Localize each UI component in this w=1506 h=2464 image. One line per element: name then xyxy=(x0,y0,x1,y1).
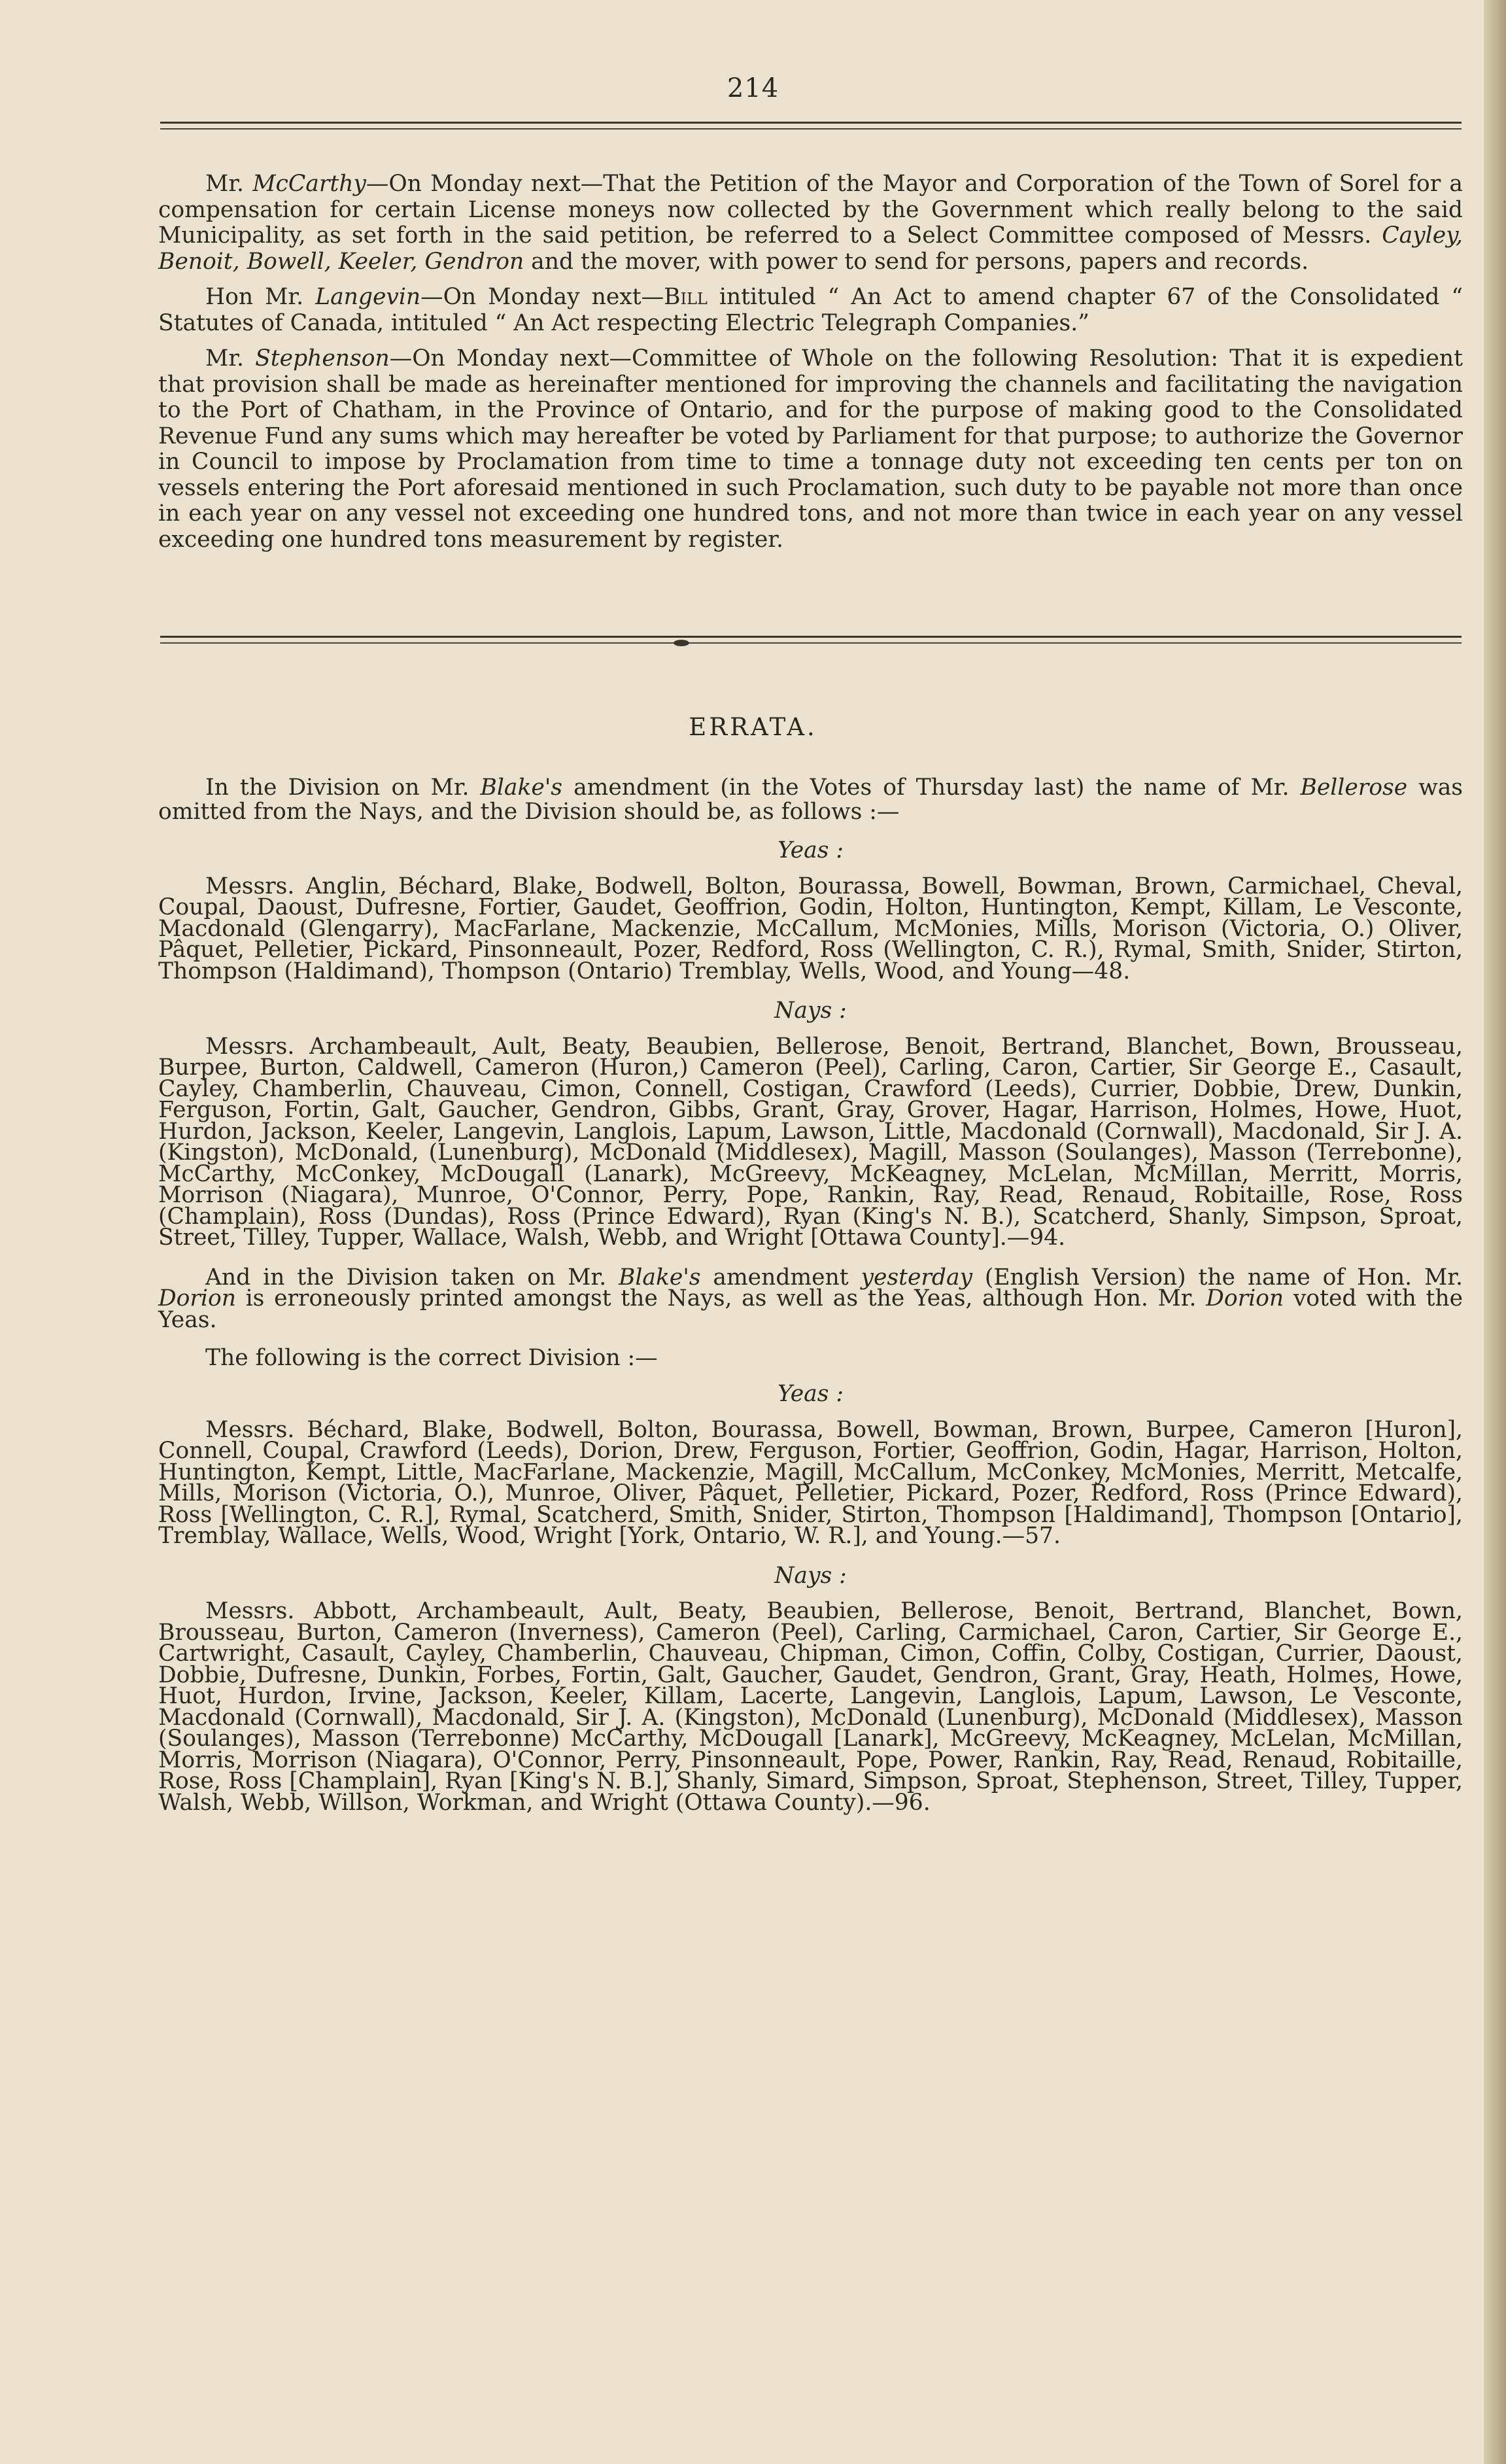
errata-text: amendment xyxy=(700,1264,861,1291)
notice-mover-title: Mr. xyxy=(205,171,244,197)
errata-text: amendment (in the Votes of Thursday last) the name of Mr. xyxy=(562,774,1301,801)
errata-member-name: Dorion xyxy=(158,1285,236,1311)
notice-mover-name: Langevin xyxy=(315,284,421,310)
first-nays-list: Messrs. Archambeault, Ault, Beaty, Beaubien, Bellerose, Benoit, Bertrand, Blanchet, Bown, Brousseau, Burpee, Burton, Caldwell, Cameron (Huron,) Cameron (Peel), Carling, Caron, Cartier, Sir George E., Casault, Cayley, Chamberlin, Chauveau, Cimon, Connell, Costigan, Crawford (Leeds), Currier, Dobbie, Drew, Dunkin, Ferguson, Fortin, Galt, Gaucher, Gendron, Gibbs, Grant, Gray, Grover, Hagar, Harrison, Holmes, Howe, Huot, Hurdon, Jackson, Keeler, Langevin, Langlois, Lapum, Lawson, Little, Macdonald (Cornwall), Macdonald, Sir J. A. (Kingston), McDonald, (Lunenburg), McDonald (Middlesex), Magill, Masson (Soulanges), Masson (Terrebonne), McCarthy, McConkey, McDougall (Lanark), McGreevy, McKeagney, McLelan, McMillan, Merritt, Morris, Morrison (Niagara), Munroe, O'Connor, Perry, Pope, Rankin, Ray, Read, Renaud, Robitaille, Rose, Ross (Champlain), Ross (Dundas), Ross (Prince Edward), Ryan (King's N. B.), Scatcherd, Shanly, Simpson, Sproat, Street, Tilley, Tupper, Wallace, Walsh, Webb, and Wright [Ottawa County].—94. xyxy=(158,1033,1463,1251)
rule-ornament xyxy=(674,640,689,646)
notice-mover-title: Hon Mr. xyxy=(205,284,304,310)
errata-intro xyxy=(158,776,1463,824)
second-yeas-label: Yeas : xyxy=(777,1381,844,1407)
second-nays-list: Messrs. Abbott, Archambeault, Ault, Beaty, Beaubien, Bellerose, Benoit, Bertrand, Blanchet, Bown, Brousseau, Burton, Cameron (Inverness), Cameron (Peel), Carling, Carmichael, Caron, Cartier, Sir George E., Cartwright, Casault, Cayley, Chamberlin, Chauveau, Chipman, Cimon, Coffin, Colby, Costigan, Currier, Daoust, Dobbie, Dufresne, Dunkin, Forbes, Fortin, Galt, Gaucher, Gaudet, Gendron, Grant, Gray, Heath, Holmes, Howe, Huot, Hurdon, Irvine, Jackson, Keeler, Killam, Lacerte, Langevin, Langlois, Lapum, Lawson, Le Vesconte, Macdonald (Cornwall), Macdonald, Sir J. A. (Kingston), McDonald (Lunenburg), McDonald (Middlesex), Masson (Soulanges), Masson (Terrebonne) McCarthy, McDougall [Lanark], McGreevy, McKeagney, McLelan, McMillan, Morris, Morrison (Niagara), O'Connor, Perry, Pinsonneault, Pope, Power, Rankin, Ray, Read, Renaud, Robitaille, Rose, Ross [Champlain], Ryan [King's N. B.], Shanly, Simard, Simpson, Sproat, Stephenson, Street, Tilley, Tupper, Walsh, Webb, Willson, Workman, and Wright (Ottawa County).—96. xyxy=(158,1598,1463,1816)
errata-body xyxy=(158,776,1463,1831)
errata-member-name: Dorion xyxy=(1206,1285,1284,1311)
notice-text: intituled “ An Act to amend chapter 67 of the Consolidated “ Statutes of Canada, intituled “ An Act respecting Electric Telegraph Companies.” xyxy=(158,284,1463,336)
errata-text: voted with the Yeas. xyxy=(158,1285,1463,1333)
first-yeas-list: Messrs. Anglin, Béchard, Blake, Bodwell, Bolton, Bourassa, Bowell, Bowman, Brown, Carmichael, Cheval, Coupal, Daoust, Dufresne, Fortier, Gaudet, Geoffrion, Godin, Holton, Huntington, Kempt, Killam, Le Vesconte, Macdonald (Glengarry), MacFarlane, Mackenzie, McCallum, McMonies, Mills, Morison (Victoria, O.) Oliver, Pâquet, Pelletier, Pickard, Pinsonneault, Pozer, Redford, Ross (Wellington, C. R.), Rymal, Smith, Snider, Stirton, Thompson (Haldimand), Thompson (Ontario) Tremblay, Wells, Wood, and Young—48. xyxy=(158,873,1463,984)
errata-day: yesterday xyxy=(861,1264,973,1291)
notice-mover-title: Mr. xyxy=(205,345,244,372)
errata-text: (English Version) the name of Hon. Mr. xyxy=(972,1264,1463,1291)
errata-member-name: Blake's xyxy=(619,1264,701,1291)
first-nays-label: Nays : xyxy=(774,998,847,1024)
notice-langevin xyxy=(158,285,1463,336)
notice-text: —On Monday next— xyxy=(420,284,664,310)
notice-mover-name: McCarthy xyxy=(252,171,366,197)
first-yeas-label: Yeas : xyxy=(777,837,844,863)
page-binding-edge xyxy=(1484,0,1506,2464)
notice-text: —On Monday next—Committee of Whole on the following Resolution: That it is expedient that provision shall be made as hereinafter mentioned for improving the channels and facilitating the navigation to the Port of Chatham, in the Province of Ontario, and for the purpose of making good to the Consolidated Revenue Fund any sums which may hereafter be voted by Parliament for that purpose; to authorize the Governor in Council to impose by Proclamation from time to time a tonnage duty not exceeding ten cents per ton on vessels entering the Port aforesaid mentioned in such Proclamation, such duty to be payable not more than once in each year on any vessel not exceeding one hundred tons, and not more than twice in each year on any vessel exceeding one hundred tons measurement by register. xyxy=(158,345,1463,553)
top-rule xyxy=(160,122,1462,124)
notice-committee-members: Cayley, Benoit, Bowell, Keeler, Gendron xyxy=(158,222,1463,275)
errata-heading: ERRATA. xyxy=(689,713,817,741)
section-rule-secondary xyxy=(160,642,1462,644)
second-division-note xyxy=(158,1264,1463,1333)
notice-bill-label: Bill xyxy=(664,284,708,310)
notice-stephenson xyxy=(158,346,1463,553)
errata-text: was omitted from the Nays, and the Division should be, as follows :— xyxy=(158,774,1463,825)
page-number: 214 xyxy=(727,73,779,103)
errata-text: is erroneously printed amongst the Nays, as well as the Yeas, although Hon. Mr. xyxy=(235,1285,1207,1311)
correct-division-lead: The following is the correct Division :— xyxy=(205,1345,658,1371)
second-nays-label: Nays : xyxy=(774,1562,847,1589)
notice-text: and the mover, with power to send for persons, papers and records. xyxy=(524,248,1309,275)
notice-text: —On Monday next—That the Petition of the Mayor and Corporation of the Town of Sorel for a compensation for certain License moneys now collected by the Government which really belong to the said Municipality, as set forth in the said petition, be referred to a Select Committee composed of Messrs. xyxy=(158,171,1463,249)
errata-text: In the Division on Mr. xyxy=(205,774,481,801)
top-rule-secondary xyxy=(160,128,1462,130)
notice-mccarthy xyxy=(158,171,1463,275)
errata-member-name: Blake's xyxy=(480,774,563,801)
errata-text: And in the Division taken on Mr. xyxy=(205,1264,619,1291)
notices-of-motion xyxy=(158,171,1463,563)
errata-member-name: Bellerose xyxy=(1300,774,1408,801)
second-yeas-list: Messrs. Béchard, Blake, Bodwell, Bolton, Bourassa, Bowell, Bowman, Brown, Burpee, Cameron [Huron], Connell, Coupal, Crawford (Leeds), Dorion, Drew, Ferguson, Fortier, Geoffrion, Godin, Hagar, Harrison, Holton, Huntington, Kempt, Little, MacFarlane, Mackenzie, Magill, McCallum, McConkey, McMonies, Merritt, Metcalfe, Mills, Morison (Victoria, O.), Munroe, Oliver, Pâquet, Pelletier, Pickard, Pozer, Redford, Ross (Prince Edward), Ross [Wellington, C. R.], Rymal, Scatcherd, Smith, Snider, Stirton, Thompson [Haldimand], Thompson [Ontario], Tremblay, Wallace, Wells, Wood, Wright [York, Ontario, W. R.], and Young.—57. xyxy=(158,1416,1463,1549)
notice-mover-name: Stephenson xyxy=(255,345,390,372)
section-rule xyxy=(160,636,1462,638)
